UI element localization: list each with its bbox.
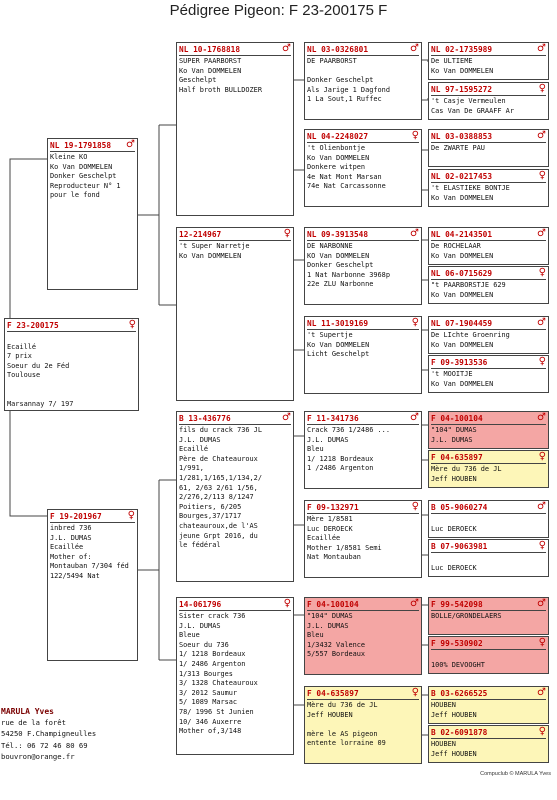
sire-sire-dam-card[interactable] <box>304 129 422 207</box>
info-line: 22e ZLU Narbonne <box>307 280 374 289</box>
dam-sire-sire-card[interactable] <box>304 411 422 489</box>
info-line: 1 /2486 Argenton <box>307 464 374 473</box>
male-icon: ♂ <box>537 412 546 423</box>
ring-number: NL 97-1595272 <box>431 85 493 94</box>
info-line: entente lorraine 09 <box>307 739 386 748</box>
divider <box>431 182 546 183</box>
info-line: Bourges,37/1717 <box>179 512 242 521</box>
divider <box>179 55 291 56</box>
info-line: 4e Nat Mont Marsan <box>307 172 382 181</box>
ring-number: NL 19-1791858 <box>50 141 112 150</box>
divider <box>179 240 291 241</box>
info-line: 3/ 1328 Chateauroux <box>179 679 258 688</box>
female-icon: ♀ <box>538 83 546 94</box>
info-line: fils du crack 736 JL <box>179 426 262 434</box>
info-line: Geschelpt <box>179 76 217 85</box>
info-line: De ZWARTE PAU <box>431 144 485 152</box>
info-line: Soeur du 2e Féd <box>7 361 70 370</box>
info-line: Cas Van De GRAAFF Ar <box>431 106 514 115</box>
blank-line <box>431 651 546 661</box>
info-line: Nat Montauban <box>307 553 361 562</box>
info-line: HOUBEN <box>431 740 456 748</box>
ring-number: F 99-530902 <box>431 639 483 648</box>
info-line: J.L. DUMAS <box>50 533 92 542</box>
male-icon: ♂ <box>410 228 419 239</box>
ring-number: 14-061796 <box>179 600 222 609</box>
info-line: Jeff HOUBEN <box>431 749 477 758</box>
info-line: 1/313 Bourges <box>179 669 233 678</box>
info-line <box>7 391 136 401</box>
ring-number: F 04-635897 <box>307 689 359 698</box>
info-line <box>7 333 136 343</box>
sire-sire-sire-card[interactable] <box>304 42 422 120</box>
male-icon: ♂ <box>537 228 546 239</box>
info-line: Mother of,3/148 <box>179 727 242 736</box>
ring-number: NL 03-0388853 <box>431 132 493 141</box>
info-line: Donker Geschelpt <box>307 76 374 85</box>
info-line: Père de Chateauroux <box>179 454 258 463</box>
info-line: pour le fond <box>50 191 100 200</box>
divider <box>307 142 419 143</box>
male-icon: ♂ <box>282 43 291 54</box>
g5-card-5[interactable] <box>428 227 549 265</box>
ring-number: NL 07-1904459 <box>431 319 493 328</box>
g5-card-7[interactable] <box>428 316 549 354</box>
info-line: "t PAARBORSTJE 629 <box>431 281 506 289</box>
ring-number: NL 03-0326801 <box>307 45 369 54</box>
ring-number: NL 02-1735989 <box>431 45 493 54</box>
info-line: 't Olienbontje <box>307 144 366 152</box>
divider <box>431 279 546 280</box>
male-icon: ♂ <box>410 412 419 423</box>
blank-line <box>431 515 546 525</box>
owner-email[interactable]: bouvron@orange.fr <box>1 751 75 761</box>
footer-credit: Compuclub © MARULA Yves <box>480 771 551 777</box>
divider <box>179 610 291 611</box>
female-icon: ♀ <box>411 687 419 698</box>
info-line: 1 La Sout,1 Ruffec <box>307 95 382 104</box>
info-line: De ULTIEME <box>431 57 473 65</box>
info-line: Montauban 7/304 féd <box>50 562 129 571</box>
g5-card-16[interactable] <box>428 725 549 763</box>
g5-card-1[interactable] <box>428 42 549 80</box>
info-line: Ko Van DOMMELEN <box>431 193 494 202</box>
divider <box>431 95 546 96</box>
info-line: Ko Van DOMMELEN <box>431 290 494 299</box>
info-line: Ecaillée <box>307 534 341 543</box>
male-icon: ♂ <box>537 130 546 141</box>
info-line: Soeur du 736 <box>179 640 229 649</box>
ring-number: F 23-200175 <box>7 321 59 330</box>
divider <box>307 424 419 425</box>
divider <box>431 610 546 611</box>
info-line: BOLLE/GRONDELAERS <box>431 612 502 620</box>
female-icon: ♀ <box>127 510 135 521</box>
ring-number: NL 10-1768818 <box>179 45 241 54</box>
info-line: 78/ 1996 St Junien <box>179 707 254 716</box>
info-line: Ecaillée <box>50 543 84 552</box>
ring-number: B 07-9063981 <box>431 542 488 551</box>
info-line: Kleine KO <box>50 153 88 161</box>
female-icon: ♀ <box>538 726 546 737</box>
info-line: DE PAARBORST <box>307 57 357 65</box>
info-line: Ko Van DOMMELEN <box>431 379 494 388</box>
info-line: Toulouse <box>7 371 41 380</box>
g5-card-9[interactable] <box>428 411 549 449</box>
info-line: Crack 736 1/2486 ... <box>307 426 390 434</box>
info-line: 1/991, <box>179 464 204 473</box>
sire-sire-card[interactable] <box>176 42 294 216</box>
divider <box>307 699 419 700</box>
g5-card-14[interactable] <box>428 636 549 674</box>
sire-dam-dam-card[interactable] <box>304 316 422 394</box>
info-line: Mère du 736 de JL <box>431 465 502 473</box>
info-line: Sister crack 736 <box>179 612 246 620</box>
ring-number: F 99-542098 <box>431 600 483 609</box>
info-line: 't Casje Vermeulen <box>431 97 506 105</box>
info-line: J.L. DUMAS <box>307 435 349 444</box>
divider <box>431 329 546 330</box>
female-icon: ♀ <box>538 451 546 462</box>
info-line: J.L. DUMAS <box>307 621 349 630</box>
dam-sire-dam-card[interactable] <box>304 500 422 578</box>
info-line: KO Van DOMMELEN <box>307 251 370 260</box>
info-line: "104" DUMAS <box>431 426 477 434</box>
female-icon: ♀ <box>538 356 546 367</box>
g5-card-2[interactable] <box>428 82 549 120</box>
female-icon: ♀ <box>538 170 546 181</box>
info-line: 't Super Narretje <box>179 242 250 250</box>
ring-number: F 09-3913536 <box>431 358 488 367</box>
owner-city: 54250 F.Champigneulles <box>1 729 97 739</box>
female-icon: ♀ <box>283 598 291 609</box>
dam-dam-dam-card[interactable] <box>304 686 422 764</box>
male-icon: ♂ <box>282 412 291 423</box>
info-line: Reproducteur N° 1 <box>50 181 121 190</box>
divider <box>431 142 546 143</box>
female-icon: ♀ <box>538 540 546 551</box>
info-line: Jeff HOUBEN <box>431 474 477 483</box>
info-line: 't Supertje <box>307 331 353 339</box>
g5-card-11[interactable] <box>428 500 549 538</box>
info-line: mère le AS pigeon <box>307 729 378 738</box>
info-line: De ROCHELAAR <box>431 242 481 250</box>
female-icon: ♀ <box>411 130 419 141</box>
male-icon: ♂ <box>410 43 419 54</box>
divider <box>431 649 546 650</box>
info-line: jeune Grpt 2016, du <box>179 531 258 540</box>
dam-dam-card[interactable] <box>176 597 294 755</box>
ring-number: NL 06-0715629 <box>431 269 493 278</box>
info-line: 10/ 346 Auxerre <box>179 717 242 726</box>
info-line: 1/281,1/165,1/134,2/ <box>179 473 262 482</box>
ring-number: B 02-6091878 <box>431 728 488 737</box>
divider <box>431 513 546 514</box>
divider <box>307 55 419 56</box>
ring-number: NL 04-2143501 <box>431 230 493 239</box>
divider <box>431 368 546 369</box>
info-line: Mother of: <box>50 552 92 561</box>
female-icon: ♀ <box>411 317 419 328</box>
info-line: "104" DUMAS <box>307 612 353 620</box>
ring-number: F 11-341736 <box>307 414 359 423</box>
divider <box>431 240 546 241</box>
g5-card-12[interactable] <box>428 539 549 577</box>
male-icon: ♂ <box>410 598 419 609</box>
divider <box>307 610 419 611</box>
dam-sire-card[interactable] <box>176 411 294 582</box>
info-line: inbred 736 <box>50 524 92 532</box>
info-line: Ko Van DOMMELEN <box>179 251 242 260</box>
female-icon: ♀ <box>538 637 546 648</box>
info-line: 1/ 1218 Bordeaux <box>307 454 374 463</box>
info-line: Mère 1/8581 <box>307 515 353 523</box>
info-line: le fédéral <box>179 541 221 550</box>
female-icon: ♀ <box>538 267 546 278</box>
info-line: 't ELASTIEKE BONTJE <box>431 184 510 192</box>
info-line: Als Jarige 1 Dagfond <box>307 85 390 94</box>
ring-number: F 19-201967 <box>50 512 102 521</box>
info-line: Ecaillé <box>179 445 209 454</box>
info-line: Luc DEROECK <box>307 524 353 533</box>
info-line: 7 prix <box>7 352 32 361</box>
info-line: 5/ 1089 Marsac <box>179 698 238 707</box>
g5-card-15[interactable] <box>428 686 549 724</box>
divider <box>307 329 419 330</box>
info-line: HOUBEN <box>431 701 456 709</box>
owner-phone: Tél.: 06 72 46 80 69 <box>1 740 88 750</box>
divider <box>7 331 136 332</box>
info-line: 122/5494 Nat <box>50 571 100 580</box>
sire-card[interactable] <box>47 138 138 290</box>
info-line: Ko Van DOMMELEN <box>307 340 370 349</box>
info-line <box>307 720 419 730</box>
divider <box>431 424 546 425</box>
info-line: DE NARBONNE <box>307 242 353 250</box>
info-line: Ko Van DOMMELEN <box>307 153 370 162</box>
info-line: 74e Nat Carcassonne <box>307 182 386 191</box>
ring-number: F 04-100104 <box>431 414 483 423</box>
info-line: 1/ 1218 Bordeaux <box>179 650 246 659</box>
page-title: Pédigree Pigeon: F 23-200175 F <box>169 2 388 19</box>
divider <box>431 738 546 739</box>
dam-card[interactable] <box>47 509 138 661</box>
info-line: 5/557 Bordeaux <box>307 650 366 659</box>
info-line: Marsannay 7/ 197 <box>7 400 74 409</box>
info-line: Ko Van DOMMELEN <box>431 251 494 260</box>
info-line: chateauroux,de l'AS <box>179 521 258 530</box>
divider <box>431 699 546 700</box>
divider <box>307 240 419 241</box>
ring-number: F 09-132971 <box>307 503 359 512</box>
ring-number: F 04-635897 <box>431 453 483 462</box>
info-line: SUPER PAARBORST <box>179 57 242 65</box>
divider <box>431 55 546 56</box>
info-line: 't MOOITJE <box>431 370 473 378</box>
owner-info <box>1 706 96 762</box>
g5-card-10[interactable] <box>428 450 549 488</box>
subject-pigeon-card[interactable] <box>4 318 139 411</box>
divider <box>50 151 135 152</box>
sire-dam-card[interactable] <box>176 227 294 401</box>
info-line: De LIchte Groenring <box>431 331 510 339</box>
info-line: Luc DEROECK <box>431 524 477 533</box>
male-icon: ♂ <box>537 687 546 698</box>
info-line: Jeff HOUBEN <box>431 710 477 719</box>
info-line: J.L. DUMAS <box>431 435 473 444</box>
info-line: Licht Geschelpt <box>307 350 370 359</box>
owner-name: MARULA Yves <box>1 707 54 716</box>
female-icon: ♀ <box>411 501 419 512</box>
male-icon: ♂ <box>537 317 546 328</box>
female-icon: ♀ <box>128 319 136 330</box>
info-line <box>307 67 419 77</box>
info-line: Poitiers, 6/205 <box>179 502 242 511</box>
info-line: 3/ 2012 Saumur <box>179 688 238 697</box>
ring-number: B 03-6266525 <box>431 689 488 698</box>
ring-number: B 05-9060274 <box>431 503 488 512</box>
g5-card-3[interactable] <box>428 129 549 167</box>
divider <box>307 513 419 514</box>
male-icon: ♂ <box>537 43 546 54</box>
divider <box>50 522 135 523</box>
info-line: Bleu <box>307 445 324 454</box>
ring-number: F 04-100104 <box>307 600 359 609</box>
divider <box>431 463 546 464</box>
female-icon: ♀ <box>283 228 291 239</box>
info-line <box>7 381 136 391</box>
info-line: Donkere witpen <box>307 163 366 172</box>
g5-card-13[interactable] <box>428 597 549 635</box>
info-line: 1/3432 Valence <box>307 640 366 649</box>
info-line: Half broth BULLDOZER <box>179 85 262 94</box>
male-icon: ♂ <box>126 139 135 150</box>
blank-line <box>431 554 546 564</box>
ring-number: NL 02-0217453 <box>431 172 493 181</box>
info-line: J.L. DUMAS <box>179 435 221 444</box>
g5-card-6[interactable] <box>428 266 549 304</box>
info-line: Ko Van DOMMELEN <box>431 340 494 349</box>
info-line: Jeff HOUBEN <box>307 710 353 719</box>
ring-number: NL 04-2248027 <box>307 132 369 141</box>
info-line: Bleu <box>307 631 324 640</box>
info-line: 1/ 2486 Argenton <box>179 659 246 668</box>
info-line: Mother 1/8581 Semi <box>307 543 382 552</box>
info-line: Ko Van DOMMELEN <box>179 66 242 75</box>
sire-dam-sire-card[interactable] <box>304 227 422 305</box>
info-line: Ecaillé <box>7 342 37 351</box>
info-line: Donker Geschelpt <box>50 172 117 181</box>
info-line: Donker Geschelpt <box>307 261 374 270</box>
info-line: 100% DEVOOGHT <box>431 660 485 669</box>
ring-number: NL 11-3019169 <box>307 319 369 328</box>
owner-address: rue de la forêt <box>1 718 66 728</box>
divider <box>431 552 546 553</box>
g5-card-4[interactable] <box>428 169 549 207</box>
info-line: 61, 2/63 2/61 1/56, <box>179 483 258 492</box>
g5-card-8[interactable] <box>428 355 549 393</box>
info-line: J.L. DUMAS <box>179 621 221 630</box>
male-icon: ♂ <box>537 598 546 609</box>
ring-number: NL 09-3913548 <box>307 230 369 239</box>
info-line: Ko Van DOMMELEN <box>50 162 113 171</box>
info-line: 1 Nat Narbonne 3968p <box>307 270 390 279</box>
info-line: 2/276,2/113 8/1247 <box>179 493 254 502</box>
ring-number: B 13-436776 <box>179 414 231 423</box>
dam-dam-sire-card[interactable] <box>304 597 422 675</box>
ring-number: 12-214967 <box>179 230 222 239</box>
info-line: Bleue <box>179 631 200 640</box>
info-line: Ko Van DOMMELEN <box>431 66 494 75</box>
divider <box>179 424 291 425</box>
info-line: Luc DEROECK <box>431 563 477 572</box>
male-icon: ♂ <box>537 501 546 512</box>
info-line: Mère du 736 de JL <box>307 701 378 709</box>
